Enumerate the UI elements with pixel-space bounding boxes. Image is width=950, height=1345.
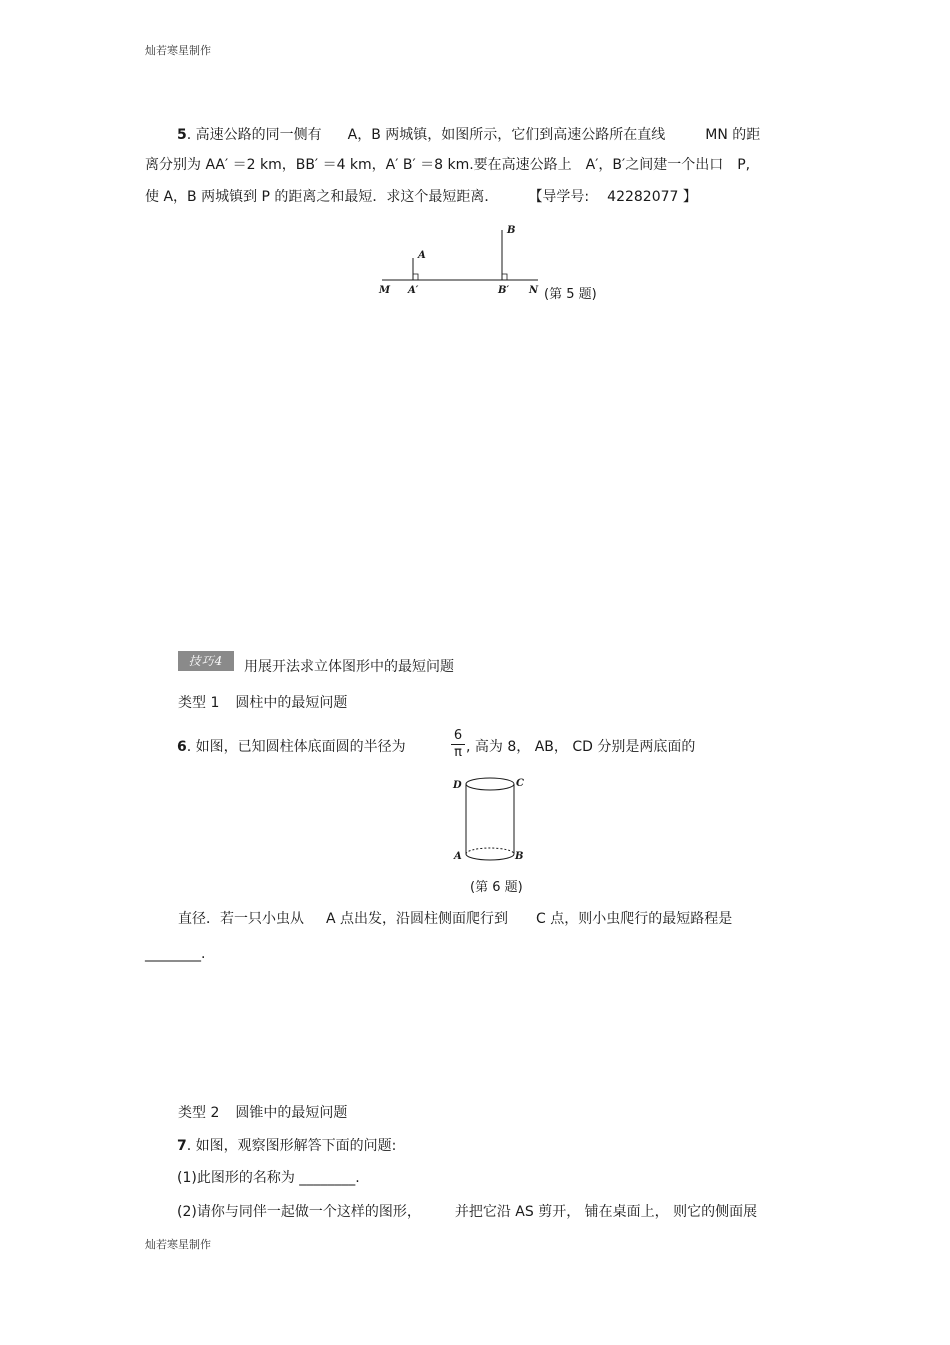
type2-heading [178, 1103, 347, 1123]
q7-part2-a: (2)请你与同伴一起做一个这样的图形， [177, 1204, 421, 1220]
q6-cylinder-figure [448, 772, 530, 864]
q5-line3-a: 使 A，B 两城镇到 P 的距离之和最短．求这个最短距离． [145, 189, 499, 205]
q6-line2-a: 直径．若一只小虫从 [178, 911, 304, 927]
q7-number: 7 [177, 1138, 187, 1154]
page-header: 灿若寒星制作 [145, 44, 211, 57]
q7-intro: . 如图，观察图形解答下面的问题: [186, 1138, 397, 1154]
q6-frac-num: 6 [453, 728, 463, 743]
q6-caption: (第 6 题) [470, 880, 523, 895]
q6-text-b: , 高为 8， AB， CD 分别是两底面的 [466, 739, 696, 755]
fig5-label-a-prime: A′ [408, 285, 419, 296]
q5-line2-b: A′，B′之间建一个出口 [585, 157, 724, 173]
fig5-label-b-prime: B′ [498, 285, 510, 296]
q5-line2 [145, 155, 750, 175]
q5-line1 [177, 125, 760, 145]
type1-label: 类型 1 [178, 695, 220, 711]
q6-line2 [178, 909, 732, 929]
type1-heading [178, 693, 347, 713]
type2-title: 圆锥中的最短问题 [235, 1105, 348, 1121]
q7-part2 [177, 1202, 757, 1222]
q5-caption: (第 5 题) [544, 287, 597, 302]
q5-line1-a: . 高速公路的同一侧有 [186, 127, 322, 143]
skill4-badge [178, 650, 234, 671]
q7-part2-b: 并把它沿 AS 剪开， 铺在桌面上， 则它的侧面展 [454, 1204, 758, 1220]
fig5-label-m: M [379, 285, 391, 296]
q5-line2-c: P, [737, 157, 751, 173]
fig5-label-a: A [418, 250, 426, 261]
page-footer: 灿若寒星制作 [145, 1238, 211, 1251]
q5-line2-a: 离分别为 AA′ ＝2 km，BB′ ＝4 km，A′ B′ ＝8 km.要在高速公路上 [145, 157, 572, 173]
skill4-title: 用展开法求立体图形中的最短问题 [244, 659, 454, 675]
fig6-label-b: B [515, 851, 524, 862]
q6-fraction [451, 729, 465, 760]
q5-line3 [145, 187, 697, 207]
q5-figure [370, 222, 550, 300]
fig6-label-c: C [516, 778, 524, 789]
q5-line3-c: 42282077 】 [607, 189, 697, 205]
q6-frac-den: π [454, 745, 462, 760]
q5-line1-c: MN 的距 [705, 127, 761, 143]
q5-number: 5 [177, 127, 187, 143]
q6-answer-blank: ________. [145, 946, 206, 962]
q7-intro-line [177, 1136, 396, 1156]
q5-line3-b: 【导学号: [528, 189, 590, 205]
type2-label: 类型 2 [178, 1105, 220, 1121]
fig5-label-b: B [507, 225, 516, 236]
q6-line2-c: C 点，则小虫爬行的最短路程是 [536, 911, 733, 927]
q5-line1-b: A，B 两城镇，如图所示，它们到高速公路所在直线 [347, 127, 666, 143]
q6-line1-a [177, 737, 406, 757]
q6-line2-b: A 点出发，沿圆柱侧面爬行到 [326, 911, 509, 927]
fig5-label-n: N [529, 285, 539, 296]
skill4-tag: 技巧4 [178, 651, 234, 671]
fig6-label-d: D [453, 780, 462, 791]
type1-title: 圆柱中的最短问题 [235, 695, 348, 711]
q6-number: 6 [177, 739, 187, 755]
q6-text-a: . 如图，已知圆柱体底面圆的半径为 [186, 739, 406, 755]
fig6-label-a: A [454, 851, 462, 862]
q7-part1: (1)此图形的名称为 ________. [177, 1170, 360, 1186]
